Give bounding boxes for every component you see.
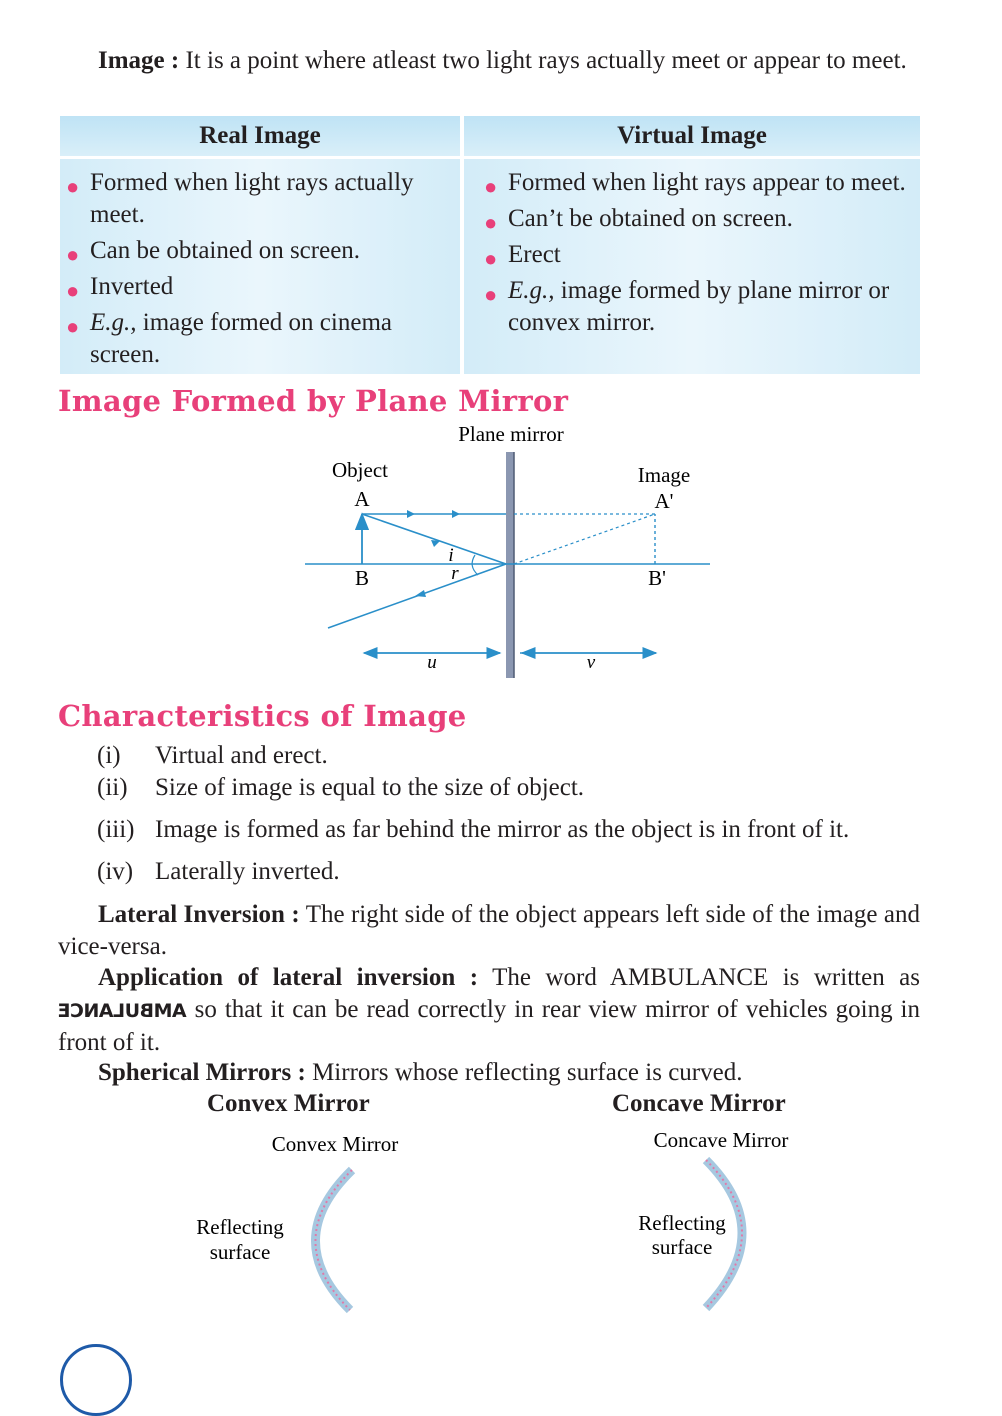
list-item: ● Can be obtained on screen. (66, 237, 361, 267)
plane-mirror-shape (506, 452, 514, 678)
incident-ray (362, 514, 506, 564)
convex-surface-label: surface (209, 1240, 271, 1264)
point-b-prime-label: B' (648, 566, 666, 590)
concave-mirror-caption: Concave Mirror (653, 1128, 789, 1152)
real-image-header: Real Image (60, 116, 460, 159)
spherical-mirrors (58, 1057, 920, 1089)
convex-mirror-shape (315, 1170, 352, 1310)
application-term: Application of lateral inversion : (98, 964, 479, 991)
real-image-column (60, 116, 460, 374)
image-label: Image (637, 463, 691, 487)
spherical-text: Mirrors whose reflecting surface is curved. (312, 1059, 743, 1086)
concave-surface-label: surface (651, 1235, 713, 1259)
lateral-inversion (58, 899, 920, 963)
image-term: Image : (98, 47, 180, 74)
characteristics-heading: Characteristics of Image (58, 699, 467, 733)
distance-u-label: u (427, 652, 437, 673)
list-item: ● Inverted (66, 273, 174, 303)
angle-r-label: r (451, 563, 459, 584)
list-item: ● Erect (484, 241, 561, 271)
list-item: ● Formed when light rays actually meet. (66, 169, 414, 228)
real-virtual-table (60, 116, 920, 374)
application-text-1: The word AMBULANCE is written as (492, 964, 920, 991)
angle-i-label: i (448, 545, 454, 566)
list-item: ● Can’t be obtained on screen. (484, 205, 793, 235)
mirrored-word: AMBULANCE (58, 1000, 187, 1022)
list-item: ● Formed when light rays appear to meet. (484, 169, 906, 199)
list-item: (iii) Image is formed as far behind the mirror as the object is in front of it. (97, 816, 850, 843)
point-a-prime-label: A' (654, 489, 674, 513)
spherical-term: Spherical Mirrors : (98, 1059, 306, 1086)
point-a-label: A (354, 487, 370, 511)
list-item: (ii) Size of image is equal to the size of object. (97, 774, 585, 801)
image-definition-text: It is a point where atleast two light rays actually meet or appear to meet. (185, 47, 907, 74)
plane-mirror-heading: Image Formed by Plane Mirror (58, 384, 569, 418)
convex-mirror-title: Convex Mirror (207, 1090, 370, 1117)
convex-mirror-diagram (180, 1128, 430, 1318)
list-item: (iv) Laterally inverted. (97, 858, 340, 885)
virtual-image-header: Virtual Image (464, 116, 920, 159)
convex-reflecting-label: Reflecting (196, 1215, 284, 1239)
convex-mirror-caption: Convex Mirror (271, 1132, 399, 1156)
concave-mirror-diagram (600, 1124, 840, 1318)
virtual-image-column (464, 116, 920, 374)
plane-mirror-diagram (290, 418, 730, 686)
distance-v-label: v (586, 652, 596, 673)
image-definition (58, 45, 920, 77)
lateral-inversion-application (58, 962, 920, 1059)
plane-mirror-label: Plane mirror (458, 422, 564, 446)
concave-mirror-title: Concave Mirror (612, 1090, 786, 1117)
list-item: ● E.g., image formed by plane mirror or convex mirror. (484, 277, 890, 336)
list-item: (i) Virtual and erect. (97, 742, 328, 769)
point-b-label: B (354, 566, 370, 590)
lateral-inversion-text: The right side of the object appears left side of the image and vice-versa. (58, 901, 920, 960)
lateral-inversion-term: Lateral Inversion : (98, 901, 300, 928)
list-item: ● E.g., image formed on cinema screen. (66, 309, 392, 368)
concave-reflecting-label: Reflecting (638, 1211, 726, 1235)
object-label: Object (332, 458, 388, 482)
application-text-2: so that it can be read correctly in rear view mirror of vehicles going in front of it. (58, 996, 921, 1056)
